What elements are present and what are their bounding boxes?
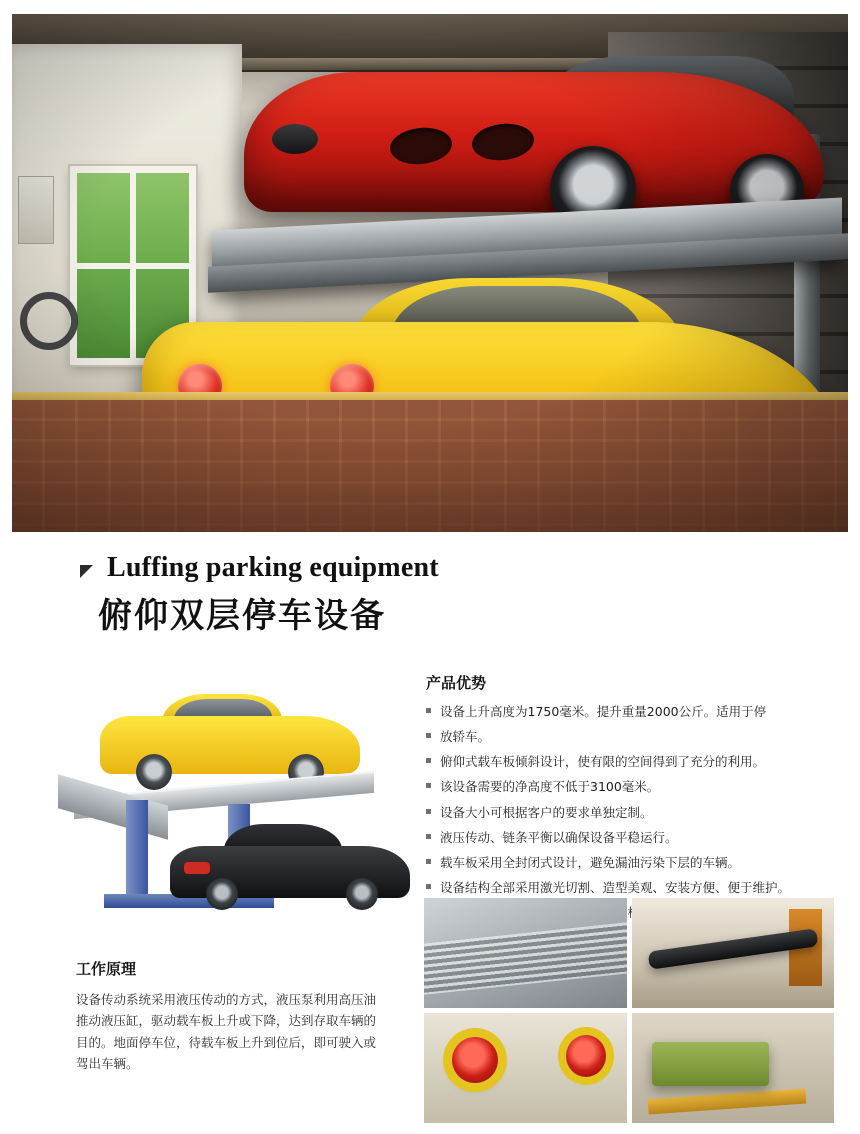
lower-car-taillight bbox=[184, 862, 210, 874]
gallery-photo-hydraulic-cylinder bbox=[632, 898, 835, 1008]
title-chinese: 俯仰双层停车设备 bbox=[98, 596, 386, 636]
advantage-item: 设备结构全部采用激光切割、造型美观、安装方便、便于维护。 bbox=[426, 879, 826, 897]
photo-vignette bbox=[12, 14, 848, 532]
advantage-item: 俯仰式载车板倾斜设计，使有限的空间得到了充分的利用。 bbox=[426, 753, 826, 771]
lower-car-wheel bbox=[206, 878, 238, 910]
gallery-photo-platform-deck bbox=[424, 898, 627, 1008]
advantage-item: 设备大小可根据客户的要求单独定制。 bbox=[426, 804, 826, 822]
bottom-section bbox=[0, 958, 860, 1123]
illustration-lower-car bbox=[170, 822, 410, 910]
hero-photo bbox=[12, 14, 848, 532]
title-english: Luffing parking equipment bbox=[107, 552, 439, 583]
gallery-photo-limit-switch bbox=[632, 1013, 835, 1123]
advantage-item: 载车板采用全封闭式设计，避免漏油污染下层的车辆。 bbox=[426, 854, 826, 872]
advantage-item: 放轿车。 bbox=[426, 728, 826, 746]
illustration-upper-car bbox=[100, 694, 360, 786]
gallery-photo-emergency-stop-buttons bbox=[424, 1013, 627, 1123]
advantages-heading: 产品优势 bbox=[426, 674, 487, 692]
working-principle-heading: 工作原理 bbox=[76, 960, 137, 978]
working-principle-block bbox=[76, 958, 376, 1074]
title-block bbox=[0, 552, 860, 637]
advantages-list bbox=[426, 703, 826, 922]
detail-photo-gallery bbox=[424, 898, 834, 1123]
triangle-marker-icon bbox=[80, 565, 93, 578]
advantages-block bbox=[426, 672, 826, 929]
title-english-row bbox=[0, 552, 860, 584]
lower-car-wheel bbox=[346, 878, 378, 910]
product-illustration bbox=[52, 672, 397, 912]
advantage-item: 该设备需要的净高度不低于3100毫米。 bbox=[426, 778, 826, 796]
garage-scene bbox=[12, 14, 848, 532]
middle-section bbox=[0, 672, 860, 932]
advantage-item: 液压传动、链条平衡以确保设备平稳运行。 bbox=[426, 829, 826, 847]
advantage-item: 设备上升高度为1750毫米。提升重量2000公斤。适用于停 bbox=[426, 703, 826, 721]
illustration-column bbox=[126, 800, 148, 900]
working-principle-text: 设备传动系统采用液压传动的方式，液压泵利用高压油推动液压缸，驱动载车板上升或下降，达到存取车辆的目的。地面停车位，待载车板上升到位后，即可驶入或驾出车辆。 bbox=[76, 992, 377, 1071]
upper-car-wheel bbox=[136, 754, 172, 790]
